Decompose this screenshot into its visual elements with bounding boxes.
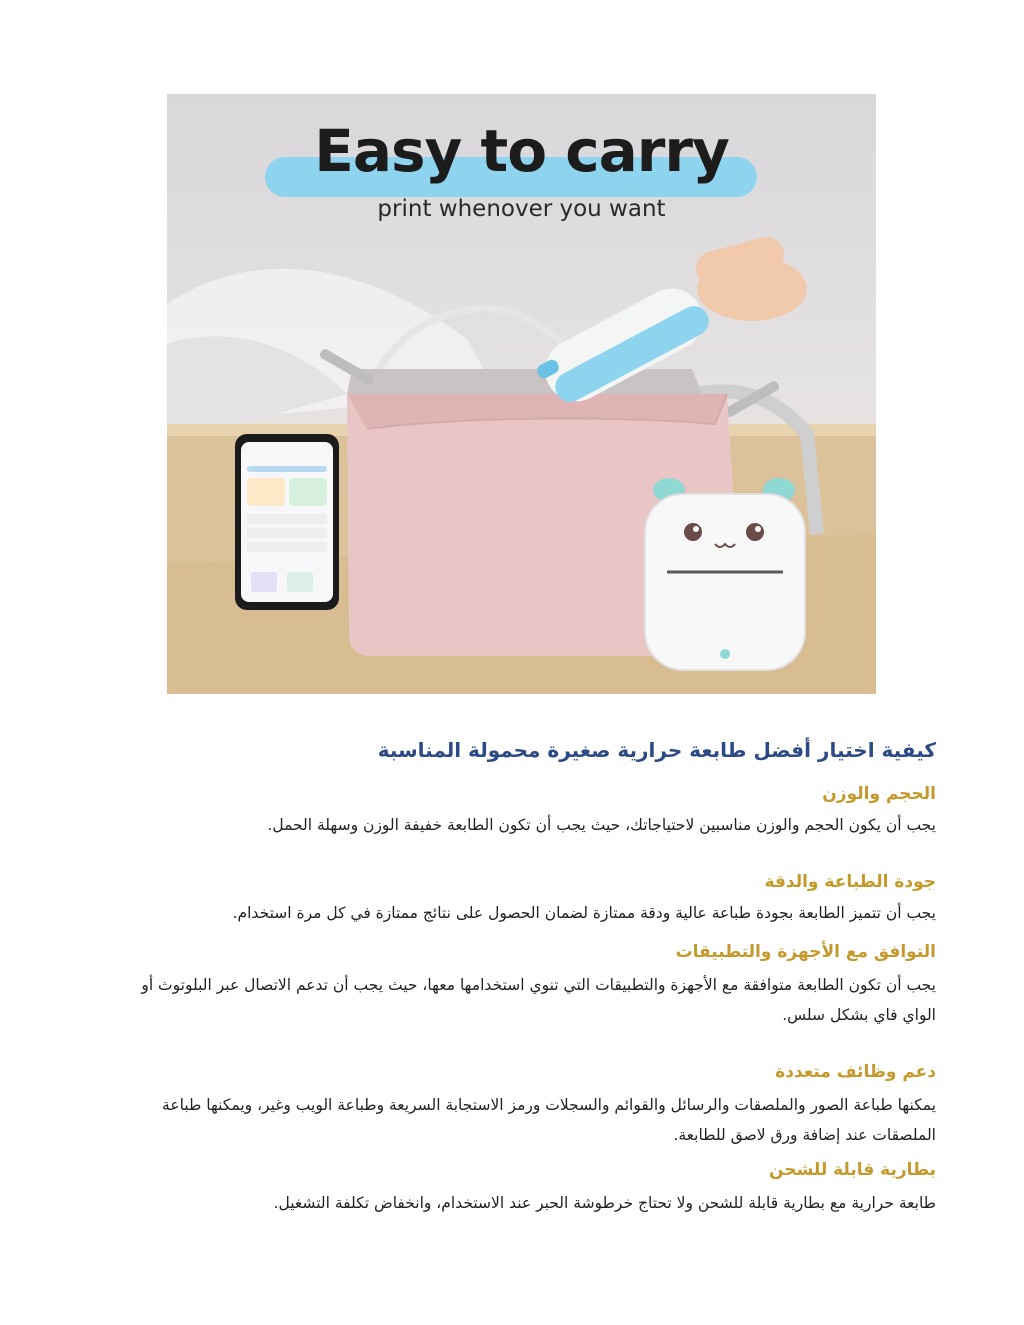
section-body-size-weight: يجب أن يكون الحجم والوزن مناسبين لاحتياجاتك، حيث يجب أن تكون الطابعة خفيفة الوزن وسهلة الحمل.: [267, 816, 936, 834]
hero-title: Easy to carry: [314, 117, 729, 185]
section-heading-compatibility: التوافق مع الأجهزة والتطبيقات: [675, 942, 936, 962]
section-body-battery: طابعة حرارية مع بطارية قابلة للشحن ولا تحتاج خرطوشة الحبر عند الاستخدام، وانخفاض تكلفة التشغيل.: [273, 1194, 936, 1212]
section-body-print-quality: يجب أن تتميز الطابعة بجودة طباعة عالية ودقة ممتازة لضمان الحصول على نتائج ممتازة في كل مرة استخدام.: [232, 904, 936, 922]
hero-subtitle: print whenover you want: [377, 196, 666, 222]
section-heading-print-quality: جودة الطباعة والدقة: [764, 872, 936, 892]
section-heading-multi-function: دعم وظائف متعددة: [775, 1062, 936, 1082]
section-body-compatibility: يجب أن تكون الطابعة متوافقة مع الأجهزة والتطبيقات التي تنوي استخدامها معها، حيث يجب أن تدعم الاتصال عبر البلوتوث أو الواي فاي بشكل سلس.: [141, 976, 936, 1024]
section-heading-size-weight: الحجم والوزن: [822, 784, 936, 804]
section-heading-battery: بطارية قابلة للشحن: [769, 1160, 936, 1180]
article-title: كيفية اختيار أفضل طابعة حرارية صغيرة محمولة المناسبة: [377, 738, 936, 762]
section-body-multi-function: يمكنها طباعة الصور والملصقات والرسائل والقوائم والسجلات ورمز الاستجابة السريعة وطباعة الويب وغير، ويمكنها طباعة الملصقات عند إضافة ورق لاصق للطابعة.: [162, 1096, 936, 1144]
product-photo: [167, 94, 876, 694]
